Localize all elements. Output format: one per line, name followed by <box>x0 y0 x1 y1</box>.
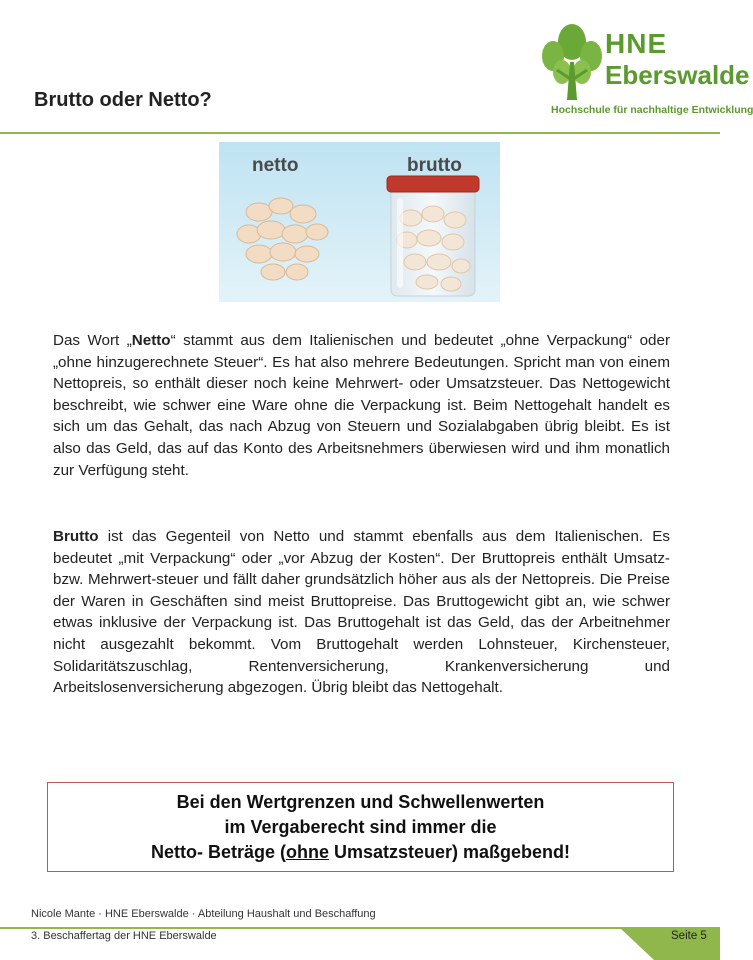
callout-line-3 <box>151 840 570 865</box>
callout-line-3-after: Umsatzsteuer) maßgebend! <box>328 841 571 862</box>
netto-term: Netto <box>131 332 171 349</box>
hne-logo <box>537 20 753 120</box>
callout-box <box>47 782 674 872</box>
netto-body: “ stammt aus dem Italienischen und bedeutet „ohne Verpackung“ oder „ohne hinzugerechnete Steuer“. Es hat also mehrere Bedeutungen. Spricht man von einem Nettopreis, so enthält dieser noch keine Mehrwert- oder Umsatzsteuer. Das Nettogewicht beschreibt, wie schwer eine Ware ohne die Verpackung ist. Beim Nettogehalt handelt es sich um das Gehalt, das nach Abzug von Steuern und Sozialabgaben übrig bleibt. Es ist also das Geld, das auf das Konto des Arbeitsnehmers überwiesen wird und ihm monatlich zur Verfügung steht. <box>53 332 671 479</box>
brutto-paragraph <box>53 526 670 699</box>
logo-eberswalde-text: Eberswalde <box>605 60 750 90</box>
callout-line-1: Bei den Wertgrenzen und Schwellenwerten <box>176 791 545 812</box>
netto-label: netto <box>252 155 299 176</box>
footer-author: Nicole Mante · HNE Eberswalde · Abteilung Haushalt und Beschaffung <box>31 908 376 920</box>
header-divider <box>0 132 720 134</box>
page-title: Brutto oder Netto? <box>34 89 212 111</box>
footer-event: 3. Beschaffertag der HNE Eberswalde <box>31 930 217 942</box>
netto-lead: Das Wort „ <box>53 332 132 349</box>
pasta-jar <box>387 176 479 296</box>
brutto-body: ist das Gegenteil von Netto und stammt ebenfalls aus dem Italienischen. Es bedeutet „mit Verpackung“ oder „vor Abzug der Kosten“. Der Bruttopreis enthält Umsatz- bzw. Mehrwert-steuer und fällt daher grundsätzlich höher aus als der Nettopreis. Die Preise der Waren in Geschäften sind meist Bruttopreise. Das Bruttogewicht gibt an, wie schwer etwas inklusive der Verpackung ist. Das Bruttogehalt ist das Geld, das der Arbeitnehmer nicht ausgezahlt bekommt. Vom Bruttogehalt werden Lohnsteuer, Kirchensteuer, Solidaritätszuschlag, Rentenversicherung, Krankenversicherung und Arbeitslosenversicherung abgezogen. Übrig bleibt das Nettogehalt. <box>53 528 670 697</box>
netto-brutto-illustration <box>219 142 500 302</box>
netto-paragraph <box>53 330 670 481</box>
page-number: Seite 5 <box>671 930 707 942</box>
logo-hne-text: HNE <box>605 28 668 59</box>
footer-divider <box>0 927 720 929</box>
logo-subtitle: Hochschule für nachhaltige Entwicklung <box>551 104 753 116</box>
callout-emphasis: ohne <box>285 841 329 862</box>
tree-icon <box>537 20 607 110</box>
brutto-label: brutto <box>407 155 462 176</box>
callout-line-2: im Vergaberecht sind immer die <box>224 816 497 837</box>
brutto-term: Brutto <box>53 528 99 545</box>
callout-line-3-before: Netto- Beträge ( <box>150 841 286 862</box>
